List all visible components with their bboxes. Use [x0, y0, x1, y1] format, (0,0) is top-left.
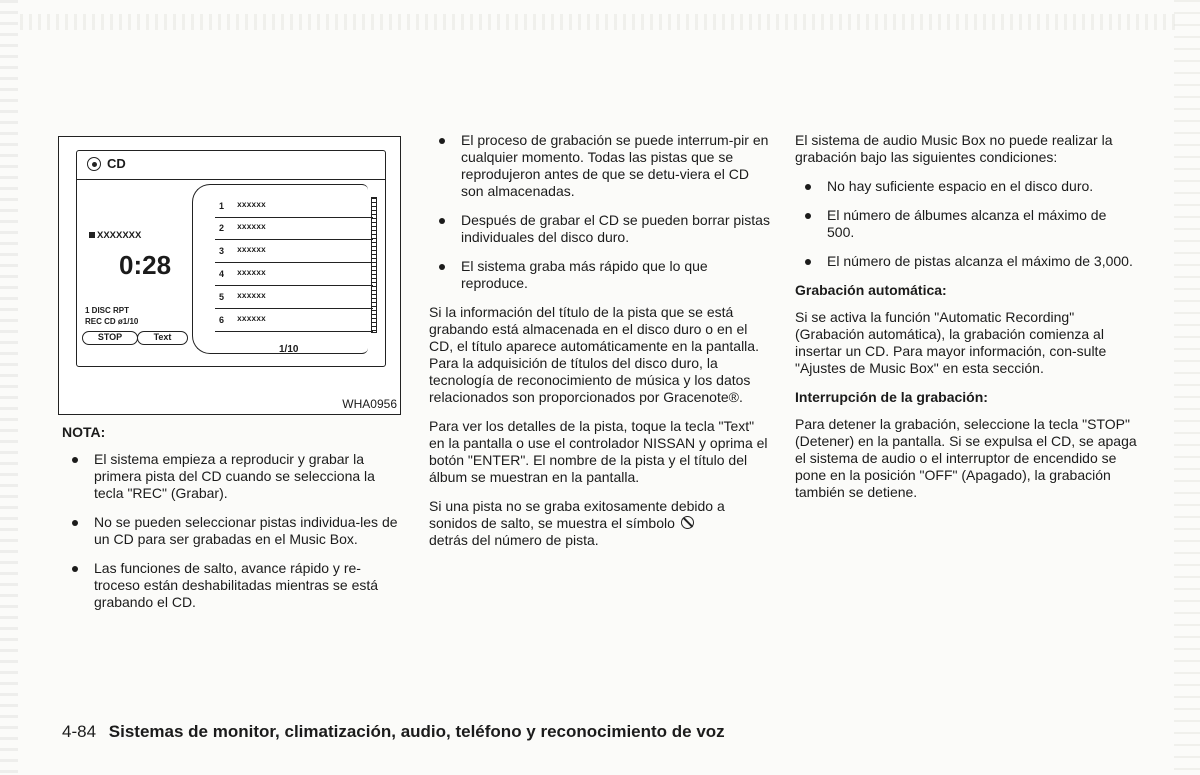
track-title: xxxxxx: [237, 315, 266, 324]
list-item: El proceso de grabación se puede interrum-pir en cualquier momento. Todas las pistas que se reprodujeron antes de que se detu-viera el CD son almacenadas.: [429, 132, 771, 200]
paragraph: Para detener la grabación, seleccione la tecla "STOP" (Detener) en la pantalla. Si se expulsa el CD, se apaga el sistema de audio o el interruptor de encendido se pone en la posición "OFF" (Apagado), la grabación también se detiene.: [795, 416, 1137, 500]
track-row[interactable]: [215, 218, 373, 240]
track-row[interactable]: [215, 287, 373, 309]
track-number: 4: [219, 269, 225, 279]
track-title: xxxxxx: [237, 246, 266, 255]
track-row[interactable]: [215, 264, 373, 286]
paragraph-skip-symbol: [429, 498, 771, 549]
track-title: xxxxxx: [237, 292, 266, 301]
page-number: 4-84: [62, 722, 97, 741]
section-heading: Grabación automática:: [795, 282, 947, 298]
track-title: xxxxxx: [237, 201, 266, 210]
stop-button-label: STOP: [97, 332, 123, 342]
note-heading: NOTA:: [62, 424, 106, 440]
screen-header: [77, 151, 385, 180]
track-row[interactable]: [215, 241, 373, 263]
cd-disc-icon: [87, 157, 101, 171]
display-screen: [76, 150, 386, 367]
cd-screen-figure: [58, 136, 401, 415]
stop-button[interactable]: [82, 331, 138, 345]
scan-noise-top: [20, 14, 1180, 30]
source-label: CD: [107, 156, 126, 171]
track-scrollbar[interactable]: [371, 197, 377, 333]
figure-id: WHA0956: [342, 397, 397, 411]
track-number: 6: [219, 315, 225, 325]
rec-status: REC CD ø1/10: [85, 317, 139, 326]
track-title: xxxxxx: [237, 269, 266, 278]
list-item: El número de pistas alcanza el máximo de 3,000.: [795, 253, 1137, 270]
chapter-title: Sistemas de monitor, climatización, audio, teléfono y reconocimiento de voz: [108, 722, 725, 741]
list-item: El sistema graba más rápido que lo que reproduce.: [429, 258, 771, 292]
list-item: No se pueden seleccionar pistas individua-les de un CD para ser grabadas en el Music Box.: [62, 514, 404, 548]
paragraph: El sistema de audio Music Box no puede realizar la grabación bajo las siguientes condiciones:: [795, 132, 1113, 165]
list-item: El número de álbumes alcanza el máximo de 500.: [795, 207, 1137, 241]
track-number: 3: [219, 246, 225, 256]
scan-noise-left: [0, 0, 18, 775]
list-item: El sistema empieza a reproducir y grabar la primera pista del CD cuando se selecciona la tecla "REC" (Grabar).: [62, 451, 404, 502]
paragraph-text: Si una pista no se graba exitosamente debido a sonidos de salto, se muestra el símbolo: [429, 498, 725, 531]
status-lines: [85, 305, 138, 327]
column-1: [62, 424, 404, 623]
track-number: 2: [219, 223, 225, 233]
text-button[interactable]: [137, 331, 188, 345]
repeat-mode: 1 DISC RPT: [85, 306, 130, 315]
track-title: xxxxxx: [237, 223, 266, 232]
paragraph: Si la información del título de la pista que se está grabando está almacenada en el disco duro o en el CD, el título aparece automáticamente en la pantalla. Para la adquisición de títulos del disco duro, la tecnología de reconocimiento de música y los datos relacionados son proporcionados por Gracenote®.: [429, 304, 759, 405]
play-time: 0:28: [119, 250, 172, 280]
album-name: [89, 230, 141, 241]
album-square-icon: [89, 232, 95, 238]
list-item: Las funciones de salto, avance rápido y re-troceso están deshabilitadas mientras se está grabando el CD.: [62, 560, 404, 611]
track-number: 1: [219, 201, 225, 211]
page-indicator: 1/10: [279, 344, 299, 355]
album-text: XXXXXXX: [97, 230, 142, 241]
track-number: 5: [219, 292, 225, 302]
paragraph: Para ver los detalles de la pista, toque la tecla "Text" en la pantalla o use el controlador NISSAN y oprima el botón "ENTER". El nombre de la pista y el título del álbum se muestran en la pantalla.: [429, 418, 768, 485]
track-row[interactable]: [215, 196, 373, 218]
skip-failed-symbol-icon: [681, 516, 694, 529]
list-item: No hay suficiente espacio en el disco duro.: [795, 178, 1137, 195]
paragraph: Si se activa la función "Automatic Recording" (Grabación automática), la grabación comienza al insertar un CD. Para mayor información, con-sulte "Ajustes de Music Box" en esta sección.: [795, 309, 1107, 376]
list-item: Después de grabar el CD se pueden borrar pistas individuales del disco duro.: [429, 212, 771, 246]
scan-noise-right: [1174, 0, 1200, 775]
page-footer: [62, 722, 725, 742]
section-heading: Interrupción de la grabación:: [795, 389, 988, 405]
text-button-label: Text: [153, 332, 172, 342]
track-row[interactable]: [215, 310, 373, 332]
column-3: [795, 132, 1137, 513]
paragraph-text-end: detrás del número de pista.: [429, 532, 599, 548]
column-2: [429, 132, 771, 561]
